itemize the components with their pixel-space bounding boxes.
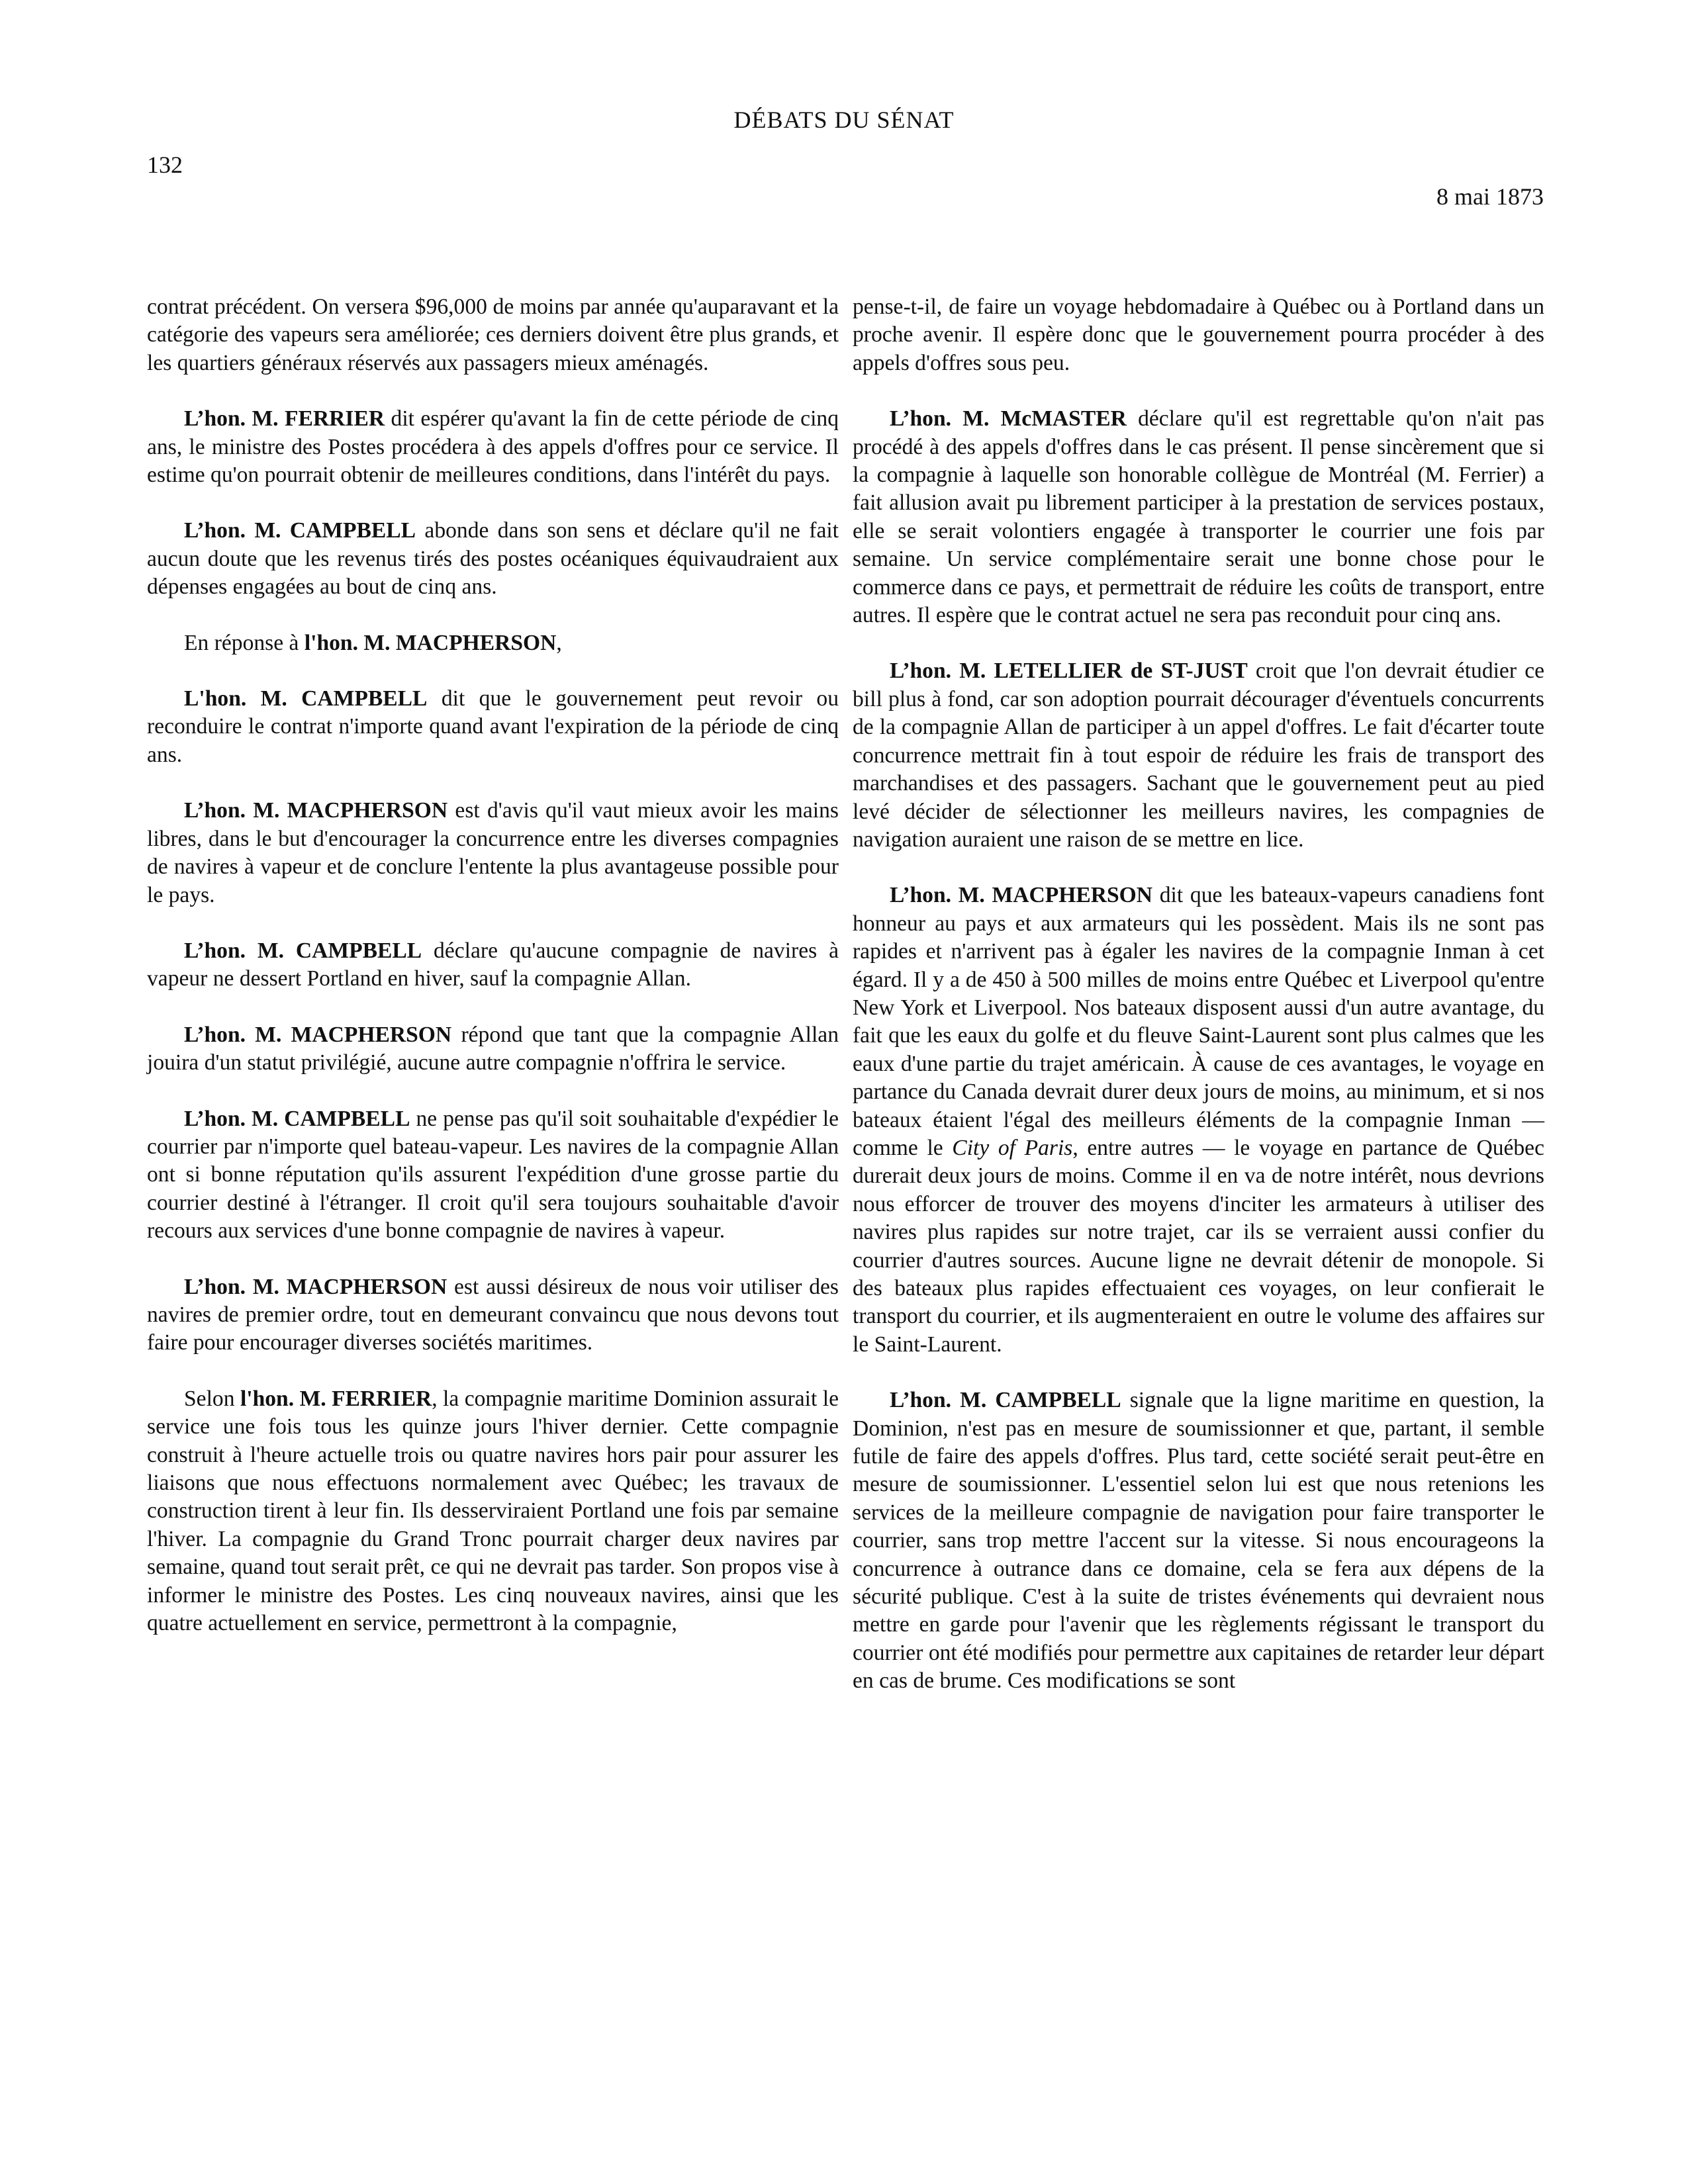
paragraph	[147, 1021, 839, 1077]
speaker-name: L’hon. M. MACPHERSON	[184, 798, 448, 823]
paragraph-text: signale que la ligne maritime en question, la Dominion, n'est pas en mesure de soumissionner et que, partant, il semble futile de faire des appels d'offres. Plus tard, cette société serait peut-être en mesure de soumissionner. L'essentiel selon lui est que nous retenions les services de la meilleure compagnie de navigation pour faire transporter le courrier, sans trop mettre l'accent sur la vitesse. Si nous encourageons la concurrence à outrance dans ce domaine, cela se fera aux dépens de la sécurité publique. C'est à la suite de tristes événements qui devraient nous mettre en garde pour l'avenir que les règlements régissant le transport du courrier ont été modifiés pour permettre aux capitaines de retarder leur départ en cas de brume. Ces modifications se sont	[853, 1388, 1544, 1694]
page-date: 8 mai 1873	[1436, 183, 1544, 210]
speaker-name: L’hon. M. MACPHERSON	[890, 883, 1153, 908]
speaker-name: L’hon. M. FERRIER	[184, 406, 385, 432]
speaker-name: L’hon. M. MACPHERSON	[184, 1274, 447, 1299]
speaker-name: L'hon. M. CAMPBELL	[184, 686, 428, 711]
paragraph	[853, 1387, 1544, 1695]
paragraph	[853, 882, 1544, 1359]
paragraph	[147, 797, 839, 909]
paragraph	[853, 657, 1544, 854]
paragraph	[147, 1105, 839, 1246]
paragraph	[147, 1385, 839, 1638]
running-head: DÉBATS DU SÉNAT	[733, 107, 955, 133]
speaker-name: L’hon. M. CAMPBELL	[184, 938, 422, 963]
speaker-name: L’hon. M. MACPHERSON	[184, 1022, 452, 1047]
speaker-name: l'hon. M. FERRIER	[240, 1386, 432, 1411]
paragraph-text: , la compagnie maritime Dominion assurait le service une fois tous les quinze jours l'hiver dernier. Cette compagnie construit à l'heure actuelle trois ou quatre navires hors pair pour assurer les liaisons que nous effectuons normalement avec Québec; les travaux de construction tirent à leur fin. Ils desserviraient Portland une fois par semaine l'hiver. La compagnie du Grand Tronc pourrait charger deux navires par semaine, quand tout serait prêt, ce qui ne devrait pas tarder. Son propos vise à informer le ministre des Postes. Les cinq nouveaux navires, ainsi que les quatre actuellement en service, permettront à la compagnie,	[147, 1386, 839, 1636]
paragraph	[147, 1273, 839, 1357]
paragraph-prefix: Selon	[184, 1386, 240, 1411]
paragraph	[147, 405, 839, 489]
paragraph	[147, 517, 839, 601]
paragraph	[147, 629, 839, 657]
ship-name: City of Paris	[952, 1135, 1073, 1160]
paragraph-text: pense-t-il, de faire un voyage hebdomadaire à Québec ou à Portland dans un proche avenir. Il espère donc que le gouvernement pourra procéder à des appels d'offres sous peu.	[853, 295, 1544, 375]
paragraph-text: est d'avis qu'il vaut mieux avoir les mains libres, dans le but d'encourager la concurrence entre les diverses compagnies de navires à vapeur et de conclure l'entente la plus avantageuse possible pour le pays.	[147, 798, 839, 907]
speaker-name: L’hon. M. CAMPBELL	[184, 1106, 410, 1131]
paragraph-text: ne pense pas qu'il soit souhaitable d'expédier le courrier par n'importe quel bateau-vapeur. Les navires de la compagnie Allan ont si bonne réputation qu'ils assurent l'expédition d'une grosse partie du courrier destiné à l'étranger. Il croit qu'il sera toujours souhaitable d'avoir recours aux services d'une bonne compagnie de navires à vapeur.	[147, 1106, 839, 1244]
speaker-name: L’hon. M. CAMPBELL	[184, 518, 416, 543]
right-column	[853, 293, 1544, 1723]
paragraph-text: déclare qu'il est regrettable qu'on n'ait pas procédé à des appels d'offres dans le cas présent. Il pense sincèrement que si la compagnie à laquelle son honorable collègue de Montréal (M. Ferrier) a fait allusion avait pu librement participer à la prestation de services postaux, elle se serait volontiers engagée à transporter le courrier une fois par semaine. Un service complémentaire serait une bonne chose pour le commerce dans ce pays, et permettrait de réduire les coûts de transport, entre autres. Il espère que le contrat actuel ne sera pas reconduit pour cinq ans.	[853, 406, 1544, 628]
speaker-name: L’hon. M. McMASTER	[890, 406, 1127, 432]
paragraph-text: abonde dans son sens et déclare qu'il ne fait aucun doute que les revenus tirés des postes océaniques équivaudraient aux dépenses engagées au bout de cinq ans.	[147, 518, 839, 600]
left-column	[147, 293, 839, 1665]
paragraph-text: dit espérer qu'avant la fin de cette période de cinq ans, le ministre des Postes procédera à des appels d'offres pour ce service. Il estime qu'on pourrait obtenir de meilleures conditions, dans l'intérêt du pays.	[147, 406, 839, 488]
paragraph-text: est aussi désireux de nous voir utiliser des navires de premier ordre, tout en demeurant convaincu que nous devons tout faire pour encourager diverses sociétés maritimes.	[147, 1274, 839, 1355]
paragraph-text: déclare qu'aucune compagnie de navires à vapeur ne dessert Portland en hiver, sauf la compagnie Allan.	[147, 938, 839, 991]
speaker-name: L’hon. M. CAMPBELL	[890, 1388, 1121, 1413]
speaker-name: L’hon. M. LETELLIER de ST-JUST	[890, 659, 1248, 684]
paragraph-text: dit que le gouvernement peut revoir ou reconduire le contrat n'importe quand avant l'expiration de la période de cinq ans.	[147, 686, 839, 767]
paragraph-text: croit que l'on devrait étudier ce bill plus à fond, car son adoption pourrait décourager d'éventuels concurrents de la compagnie Allan de participer à un appel d'offres. Le fait d'écarter toute concurrence mettrait fin à tout espoir de réduire les frais de transport des marchandises et des passagers. Sachant que le gouvernement peut au pied levé décider de sélectionner les meilleurs navires, les compagnies de navigation auraient une raison de se mettre en lice.	[853, 659, 1544, 852]
paragraph-prefix: En réponse à	[184, 630, 305, 655]
paragraph	[853, 293, 1544, 377]
paragraph	[147, 685, 839, 769]
page-number: 132	[147, 152, 183, 178]
paragraph	[853, 405, 1544, 629]
paragraph-text: ,	[556, 630, 562, 655]
paragraph-text: dit que les bateaux-vapeurs canadiens font honneur au pays et aux armateurs qui les possèdent. Mais ils ne sont pas rapides et n'arrivent pas à égaler les navires de la compagnie Inman à cet égard. Il y a de 450 à 500 milles de moins entre Québec et Liverpool qu'entre New York et Liverpool. Nos bateaux disposent aussi d'un autre avantage, du fait que les eaux du golfe et du fleuve Saint-Laurent sont plus calmes que les eaux d'une partie du trajet américain. À cause de ces avantages, le voyage en partance du Canada devrait durer deux jours de moins, au minimum, et si nos bateaux étaient l'égal des meilleurs éléments de la compagnie Inman — comme le	[853, 883, 1544, 1160]
paragraph-text-continued: , entre autres — le voyage en partance de Québec durerait deux jours de moins. Comme il en va de notre intérêt, nous devrions nous efforcer de trouver des moyens d'inciter les armateurs à utiliser des navires plus rapides sur notre trajet, car ils se verraient aussi confier du courrier d'autres sources. Aucune ligne ne devrait détenir de monopole. Si des bateaux plus rapides effectuaient ces voyages, on leur confierait le transport du courrier, et ils augmenteraient en outre le volume des affaires sur le Saint-Laurent.	[853, 1135, 1544, 1357]
paragraph	[147, 937, 839, 993]
speaker-name: l'hon. M. MACPHERSON	[304, 630, 557, 655]
paragraph-text: répond que tant que la compagnie Allan jouira d'un statut privilégié, aucune autre compagnie n'offrira le service.	[147, 1022, 839, 1075]
paragraph	[147, 293, 839, 377]
paragraph-text: contrat précédent. On versera $96,000 de moins par année qu'auparavant et la catégorie des vapeurs sera améliorée; ces derniers doivent être plus grands, et les quartiers généraux réservés aux passagers mieux aménagés.	[147, 295, 839, 375]
